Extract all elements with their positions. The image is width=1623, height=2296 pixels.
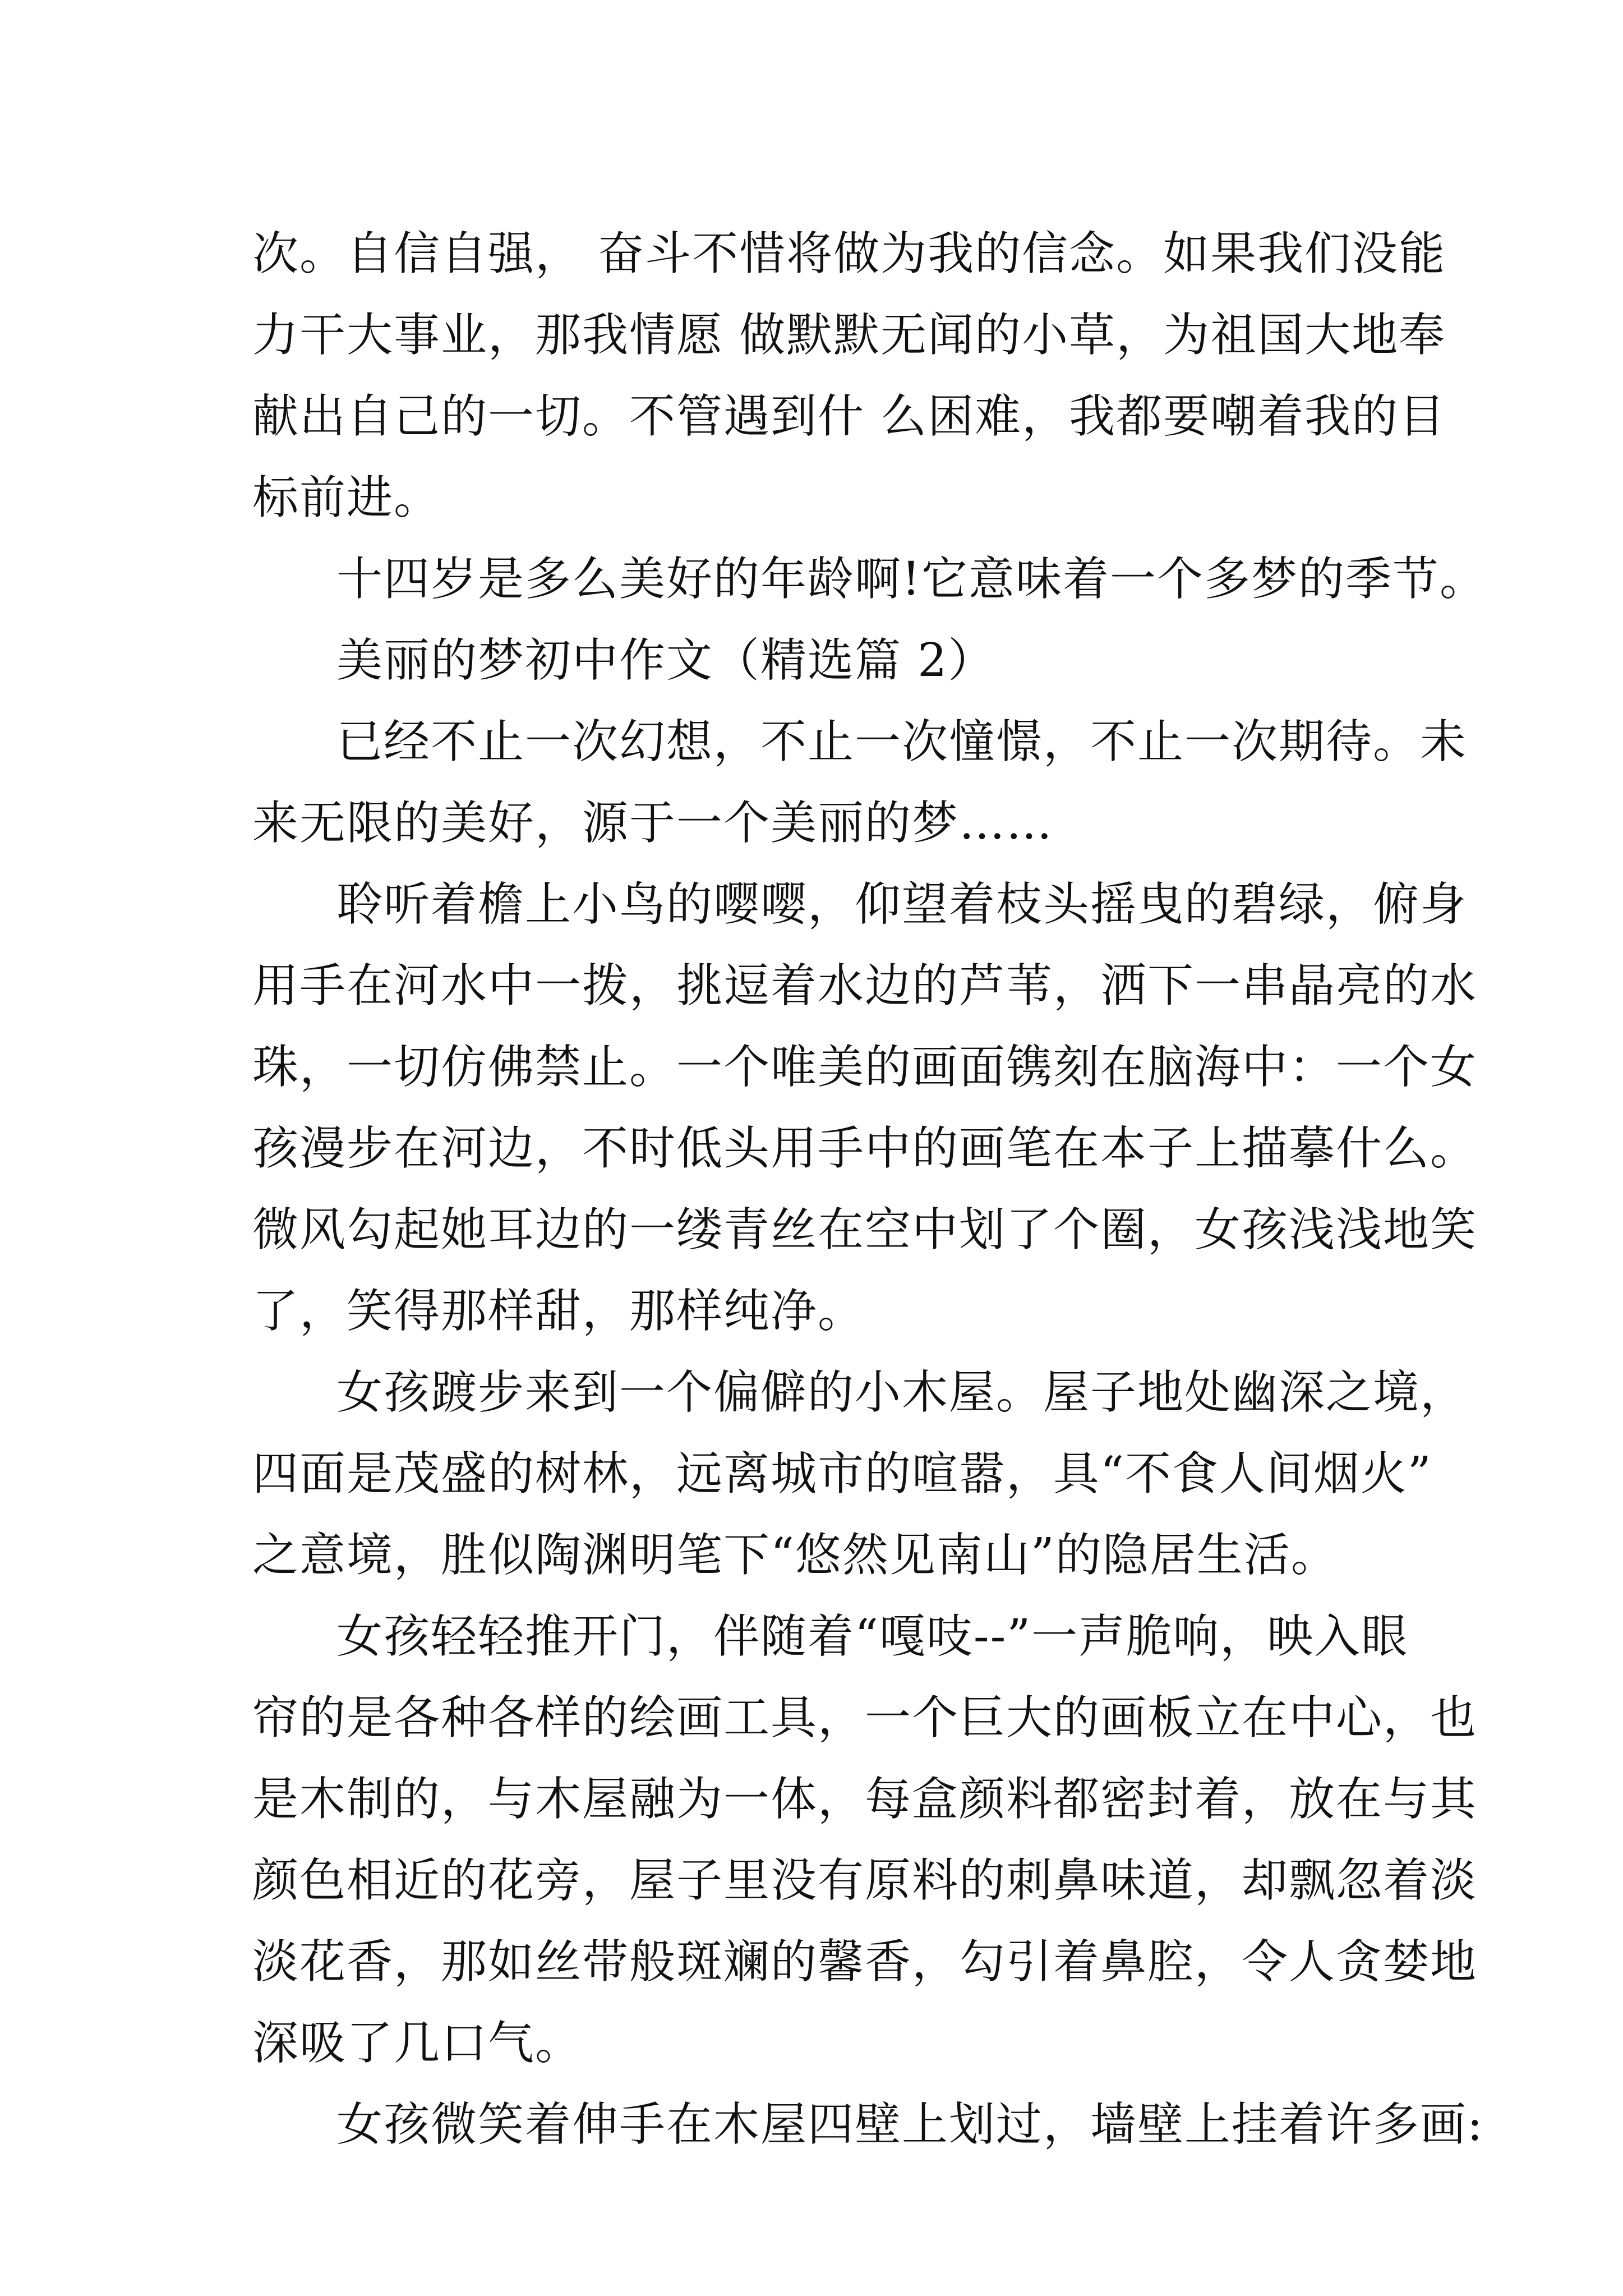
text-line: 深吸了几口气。	[252, 2017, 583, 2070]
text-line: 女孩微笑着伸手在木屋四壁上划过，墙壁上挂着许多画:	[336, 2098, 1484, 2151]
text-line: 孩漫步在河边，不时低头用手中的画笔在本子上描摹什么。	[252, 1122, 1478, 1175]
text-line: 已经不止一次幻想，不止一次憧憬，不止一次期待。未	[336, 715, 1468, 769]
text-line: 颜色相近的花旁，屋子里没有原料的刺鼻味道，却飘忽着淡	[252, 1854, 1478, 1907]
text-line: 女孩轻轻推开门，伴随着“嘎吱--”一声脆响，映入眼	[336, 1610, 1409, 1663]
text-line: 女孩踱步来到一个偏僻的小木屋。屋子地处幽深之境，	[336, 1366, 1468, 1419]
text-line: 微风勾起她耳边的一缕青丝在空中划了个圈，女孩浅浅地笑	[252, 1203, 1478, 1257]
text-line: 帘的是各种各样的绘画工具，一个巨大的画板立在中心，也	[252, 1691, 1478, 1745]
text-line: 次。自信自强， 奋斗不惜将做为我的信念。如果我们没能	[252, 227, 1446, 280]
text-line: 十四岁是多么美好的年龄啊!它意味着一个多梦的季节。	[336, 553, 1487, 606]
text-line: 聆听着檐上小鸟的嘤嘤，仰望着枝头摇曳的碧绿，俯身	[336, 878, 1468, 931]
text-line: 力干大事业，那我情愿 做默默无闻的小草，为祖国大地奉	[252, 309, 1446, 362]
text-line: 四面是茂盛的树林，远离城市的喧嚣，具“不食人间烟火”	[252, 1447, 1432, 1501]
text-line: 淡花香，那如丝带般斑斓的馨香，勾引着鼻腔，令人贪婪地	[252, 1935, 1478, 1989]
text-line: 了，笑得那样甜，那样纯净。	[252, 1285, 865, 1338]
text-line: 用手在河水中一拨，挑逗着水边的芦苇，洒下一串晶亮的水	[252, 959, 1478, 1013]
document-body	[252, 213, 1487, 2165]
text-line: 之意境，胜似陶渊明笔下“悠然见南山”的隐居生活。	[252, 1529, 1338, 1582]
section-heading: 美丽的梦初中作文（精选篇 2）	[336, 634, 995, 687]
text-line: 是木制的，与木屋融为一体，每盒颜料都密封着，放在与其	[252, 1773, 1478, 1826]
text-line: 献出自己的一切。不管遇到什 么困难，我都要嘲着我的目	[252, 390, 1446, 443]
text-line: 标前进。	[252, 471, 441, 524]
text-line: 珠，一切仿佛禁止。一个唯美的画面镌刻在脑海中：一个女	[252, 1041, 1478, 1094]
text-line: 来无限的美好，源于一个美丽的梦……	[252, 797, 1054, 850]
